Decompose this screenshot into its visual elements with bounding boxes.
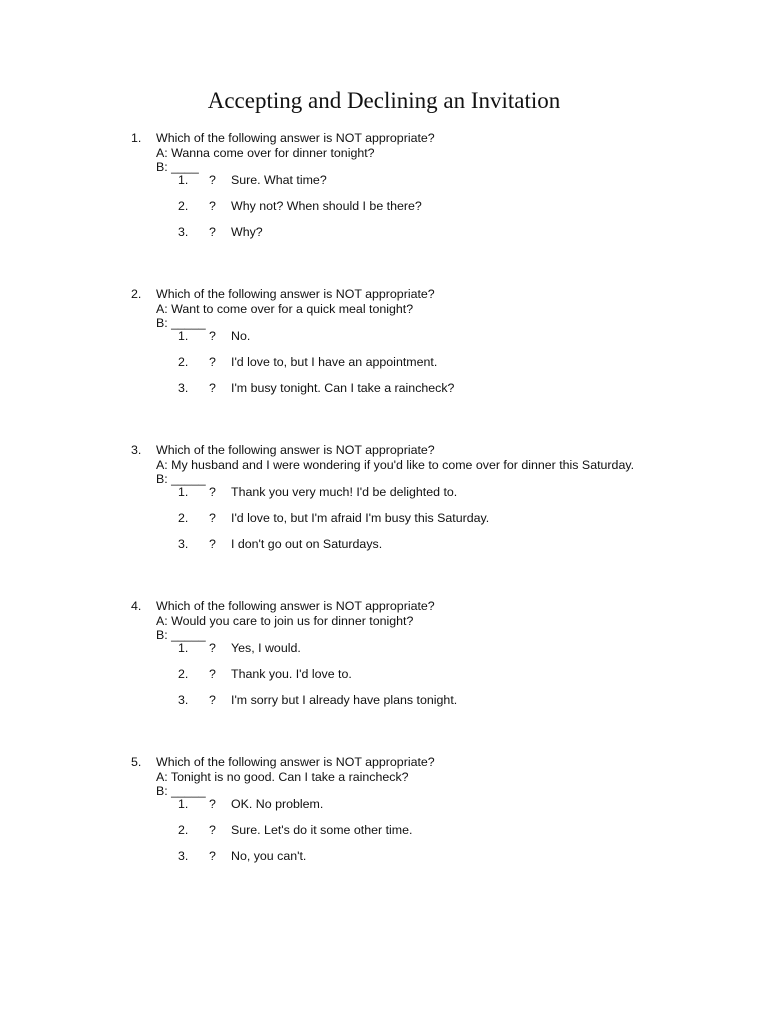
answer-option-3 [0, 849, 768, 863]
option-number: 2. [178, 199, 189, 213]
option-number: 1. [178, 797, 189, 811]
answer-option-3 [0, 537, 768, 551]
option-number: 3. [178, 693, 189, 707]
answer-option-1 [0, 485, 768, 499]
dialog-line-b: B: _____ [156, 628, 206, 642]
question-stem: Which of the following answer is NOT appropriate? [156, 443, 435, 457]
option-number: 2. [178, 355, 189, 369]
option-marker: ? [209, 667, 216, 681]
option-number: 1. [178, 485, 189, 499]
option-marker: ? [209, 693, 216, 707]
option-marker: ? [209, 537, 216, 551]
option-number: 2. [178, 511, 189, 525]
answer-option-2 [0, 511, 768, 525]
option-marker: ? [209, 797, 216, 811]
question-number: 3. [131, 443, 142, 457]
option-text: No. [231, 329, 251, 343]
option-number: 1. [178, 641, 189, 655]
answer-option-1 [0, 173, 768, 187]
option-text: I'm sorry but I already have plans tonight. [231, 693, 458, 707]
dialog-line-b: B: _____ [156, 784, 206, 798]
option-number: 2. [178, 823, 189, 837]
dialog-line-a: A: Would you care to join us for dinner tonight? [156, 614, 414, 628]
option-marker: ? [209, 355, 216, 369]
answer-option-3 [0, 693, 768, 707]
question-stem: Which of the following answer is NOT appropriate? [156, 287, 435, 301]
question-5 [0, 755, 768, 885]
option-marker: ? [209, 849, 216, 863]
dialog-line-a: A: My husband and I were wondering if you'd like to come over for dinner this Saturday. [156, 458, 635, 472]
option-text: Thank you. I'd love to. [231, 667, 352, 681]
answer-option-2 [0, 823, 768, 837]
question-stem: Which of the following answer is NOT appropriate? [156, 599, 435, 613]
option-text: No, you can't. [231, 849, 307, 863]
option-marker: ? [209, 485, 216, 499]
question-number: 1. [131, 131, 142, 145]
option-text: OK. No problem. [231, 797, 324, 811]
answer-option-1 [0, 641, 768, 655]
option-text: I don't go out on Saturdays. [231, 537, 383, 551]
option-number: 3. [178, 537, 189, 551]
option-text: I'd love to, but I have an appointment. [231, 355, 438, 369]
answer-option-2 [0, 667, 768, 681]
option-marker: ? [209, 823, 216, 837]
option-text: Sure. What time? [231, 173, 327, 187]
option-number: 2. [178, 667, 189, 681]
dialog-line-a: A: Want to come over for a quick meal tonight? [156, 302, 414, 316]
answer-option-3 [0, 225, 768, 239]
question-4 [0, 599, 768, 729]
option-number: 3. [178, 849, 189, 863]
answer-option-1 [0, 797, 768, 811]
option-number: 1. [178, 173, 189, 187]
option-marker: ? [209, 381, 216, 395]
option-marker: ? [209, 641, 216, 655]
dialog-line-b: B: ____ [156, 160, 199, 174]
document-title: Accepting and Declining an Invitation [207, 88, 561, 113]
dialog-line-a: A: Wanna come over for dinner tonight? [156, 146, 375, 160]
answer-option-1 [0, 329, 768, 343]
dialog-line-a: A: Tonight is no good. Can I take a raincheck? [156, 770, 409, 784]
option-text: Why not? When should I be there? [231, 199, 422, 213]
option-number: 3. [178, 225, 189, 239]
answer-option-2 [0, 355, 768, 369]
option-number: 3. [178, 381, 189, 395]
dialog-line-b: B: _____ [156, 316, 206, 330]
question-stem: Which of the following answer is NOT appropriate? [156, 131, 435, 145]
option-marker: ? [209, 329, 216, 343]
option-marker: ? [209, 511, 216, 525]
option-number: 1. [178, 329, 189, 343]
option-text: Thank you very much! I'd be delighted to. [231, 485, 458, 499]
question-stem: Which of the following answer is NOT appropriate? [156, 755, 435, 769]
option-marker: ? [209, 225, 216, 239]
option-text: Why? [231, 225, 263, 239]
option-text: Yes, I would. [231, 641, 301, 655]
question-3 [0, 443, 768, 573]
option-text: I'd love to, but I'm afraid I'm busy this Saturday. [231, 511, 490, 525]
question-number: 4. [131, 599, 142, 613]
dialog-line-b: B: _____ [156, 472, 206, 486]
answer-option-2 [0, 199, 768, 213]
answer-option-3 [0, 381, 768, 395]
question-number: 2. [131, 287, 142, 301]
option-marker: ? [209, 173, 216, 187]
question-number: 5. [131, 755, 142, 769]
option-text: I'm busy tonight. Can I take a raincheck? [231, 381, 455, 395]
option-marker: ? [209, 199, 216, 213]
question-2 [0, 287, 768, 417]
option-text: Sure. Let's do it some other time. [231, 823, 413, 837]
question-1 [0, 131, 768, 261]
